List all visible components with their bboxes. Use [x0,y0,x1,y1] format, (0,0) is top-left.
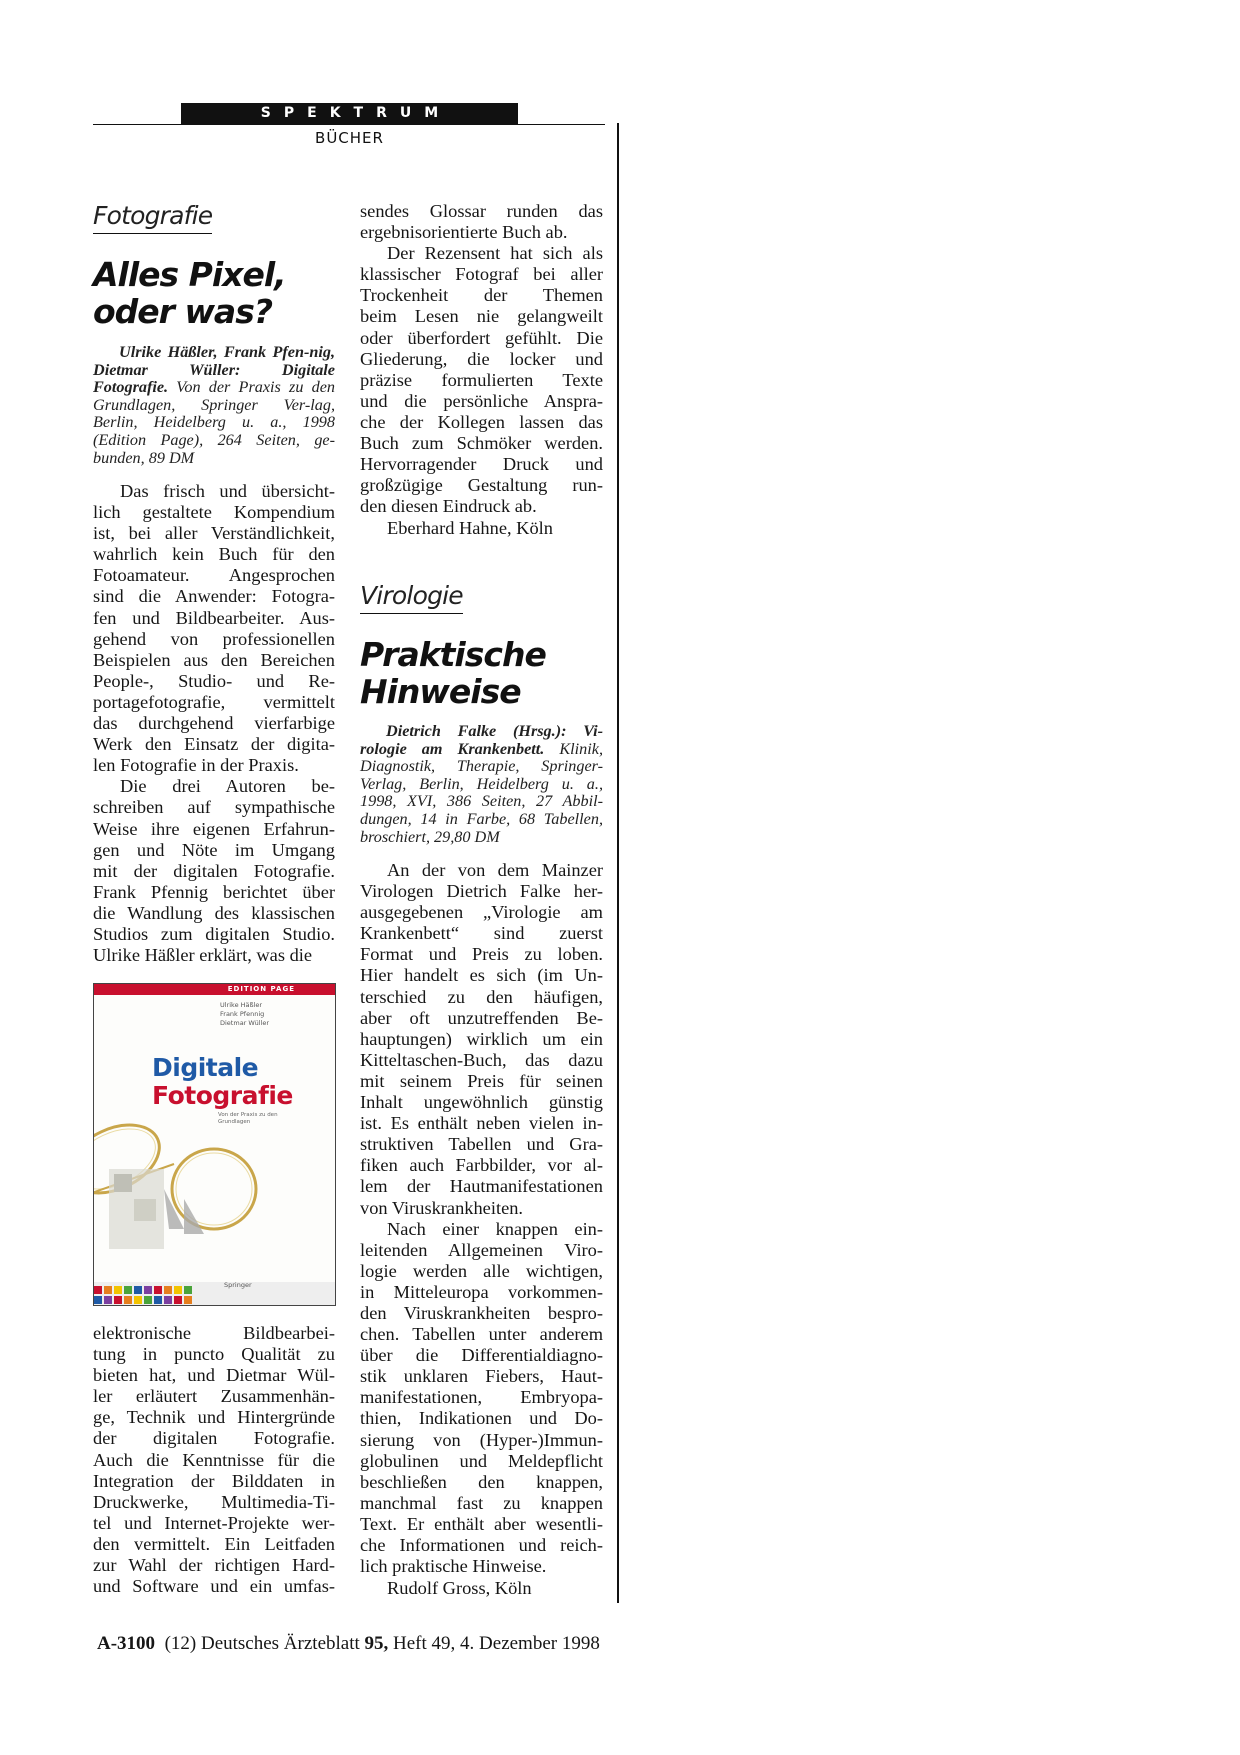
text-line: elektronische Bildbearbei- [93,1323,335,1343]
text-line: Auch die Kenntnisse für die [93,1449,335,1470]
text-line: den diesen Eindruck ab. [360,496,537,517]
text-line: und Software und ein umfas- [93,1576,335,1597]
text-line: mit seinem Preis für seinen [360,1070,603,1091]
text-line: stik unklaren Fiebers, Haut- [360,1366,603,1387]
text-line: People-, Studio- und Re- [93,670,335,691]
subsection-label: BÜCHER [315,129,384,147]
text-line: Druckwerke, Multimedia-Ti- [93,1491,335,1512]
text-line: Das frisch und übersicht- [120,481,335,501]
bibliography-title: Dietrich Falke (Hrsg.): Vi-rologie am Krankenbett. [360,722,603,758]
book-bibliography [93,344,335,467]
text-line: zur Wahl der richtigen Hard- [93,1555,335,1576]
text-line: leitenden Allgemeinen Viro- [360,1239,603,1260]
text-line: aber oft unzutreffenden Be- [360,1007,603,1028]
text-line: terschied zu den häufigen, [360,986,603,1007]
text-line: manifestationen, Embryopa- [360,1387,603,1408]
text-line: Nach einer knappen ein- [387,1218,603,1239]
cover-title-line: Fotografie [152,1081,293,1110]
text-line: mit der digitalen Fotografie. [93,860,335,881]
text-line: klassischer Fotograf bei aller [360,264,603,285]
text-line: fiken auch Farbbilder, vor al- [360,1155,603,1176]
text-line: An der von dem Mainzer [387,860,603,880]
text-line: ist. Es enthält neben vielen in- [360,1113,603,1134]
journal-name: (12) Deutsches Ärzteblatt [164,1633,360,1654]
article-body [360,860,603,1577]
text-line: ausgegebenen „Virologie am [360,902,603,923]
text-line: chen. Tabellen unter anderem [360,1324,603,1345]
text-line: Fotoamateur. Angesprochen [93,565,335,586]
text-line: struktiven Tabellen und Gra- [360,1134,603,1155]
text-line: über die Differentialdiagno- [360,1345,603,1366]
volume-number: 95, [364,1633,389,1654]
text-line: Beispielen aus den Bereichen [93,649,335,670]
text-line: und die persönliche Anspra- [360,390,603,411]
text-line: präzise formulierten Texte [360,369,603,390]
text-line: Werk den Einsatz der digita- [93,734,335,755]
section-label-virologie: Virologie [360,581,463,614]
article-author [360,518,603,539]
text-line: Die drei Autoren be- [120,776,335,797]
text-line: lich praktische Hinweise. [360,1556,547,1577]
text-line: Ulrike Häßler erklärt, was die [93,945,313,966]
headline-line: Hinweise [360,672,521,711]
text-line: Format und Preis zu loben. [360,944,603,965]
text-line: beim Lesen nie gelangweilt [360,306,603,327]
book-bibliography [360,723,603,846]
header-rule [93,124,605,125]
text-line: das durchgehend vierfarbige [93,713,335,734]
cover-author: Frank Pfennig [220,1010,265,1018]
section-banner: SPEKTRUM [181,103,518,124]
headline-line: oder was? [93,292,272,331]
text-line: ergebnisorientierte Buch ab. [360,222,568,243]
text-line: Trockenheit der Themen [360,285,603,306]
headline-line: Alles Pixel, [93,255,286,294]
text-line: den Viruskrankheiten bespro- [360,1302,603,1323]
text-line: len Fotografie in der Praxis. [93,755,299,776]
cover-title [152,1054,293,1110]
article-body-part-3 [360,201,603,517]
text-line: portagefotografie, vermittelt [93,691,335,712]
book-cover-image [93,983,336,1306]
author-name: Eberhard Hahne, Köln [387,518,553,538]
cover-glasses-illustration [94,1104,335,1305]
cover-subtitle: Von der Praxis zu den Grundlagen [218,1112,278,1125]
text-line: ler erläutert Zusammenhän- [93,1386,335,1407]
issue-date: Heft 49, 4. Dezember 1998 [393,1633,600,1654]
cover-authors [220,1001,269,1028]
text-line: ge, Technik und Hintergründe [93,1407,335,1428]
text-line: manchmal fast zu knappen [360,1492,603,1513]
text-line: logie werden alle wichtigen, [360,1260,603,1281]
bibliography-details: Klinik, Diagnostik, Therapie, Springer-Verlag, Berlin, Heidelberg u. a., 1998, XVI, 386 Seiten, 27 Abbil-dungen, 14 in Farbe, 68 Tabellen, broschiert, 29,80 DM [360,739,603,846]
text-line: globulinen und Meldepflicht [360,1450,603,1471]
text-line: che der Kollegen lassen das [360,411,603,432]
text-line: Kitteltaschen-Buch, das dazu [360,1049,603,1070]
text-line: Krankenbett“ sind zuerst [360,923,603,944]
bibliography-title: Ulrike Häßler, Frank Pfen-nig, Dietmar Wüller: Digitale Fotografie. [93,343,335,397]
column-divider [617,123,619,1603]
text-line: in Mitteleuropa vorkommen- [360,1281,603,1302]
text-line: der digitalen Fotografie. [93,1428,335,1449]
text-line: bieten hat, und Dietmar Wül- [93,1365,335,1386]
text-line: großzügige Gestaltung run- [360,475,603,496]
text-line: Virologen Dietrich Falke her- [360,881,603,902]
text-line: Studios zum digitalen Studio. [93,923,335,944]
cover-title-line: Digitale [152,1053,259,1082]
article-body-part-2 [93,1323,335,1597]
text-line: wahrlich kein Buch für den [93,544,335,565]
section-label-fotografie: Fotografie [93,201,212,234]
text-line: oder überfordert gefühlt. Die [360,327,603,348]
cover-author: Dietmar Wüller [220,1019,270,1027]
text-line: thien, Indikationen und Do- [360,1408,603,1429]
text-line: hauptungen) wirklich um ein [360,1028,603,1049]
text-line: sind die Anwender: Fotogra- [93,586,335,607]
text-line: beschließen den knappen, [360,1471,603,1492]
text-line: von Viruskrankheiten. [360,1197,524,1218]
text-line: Weise ihre eigenen Erfahrun- [93,818,335,839]
cover-author: Ulrike Häßler [220,1001,263,1009]
text-line: Text. Er enthält aber wesentli- [360,1513,603,1534]
text-line: ist, bei aller Verständlichkeit, [93,523,335,544]
text-line: Der Rezensent hat sich als [387,243,603,264]
text-line: lich gestaltete Kompendium [93,502,335,523]
text-line: schreiben auf sympathische [93,797,335,818]
text-line: tel und Internet-Projekte wer- [93,1512,335,1533]
text-line: den vermittelt. Ein Leitfaden [93,1533,335,1554]
bibliography-details: Von der Praxis zu den Grundlagen, Springer Ver-lag, Berlin, Heidelberg u. a., 1998 (Edition Page), 264 Seiten, ge-bunden, 89 DM [93,378,335,467]
page-footer [97,1633,600,1655]
text-line: Frank Pfennig berichtet über [93,881,335,902]
article-headline [93,256,286,330]
cover-publisher: Springer [224,1281,252,1289]
article-body-part-1 [93,481,335,966]
text-line: die Wandlung des klassischen [93,902,335,923]
text-line: Hier handelt es sich (im Un- [360,965,603,986]
text-line: che Informationen und reich- [360,1535,603,1555]
text-line: lem der Hautmanifestationen [360,1176,603,1197]
cover-band [94,984,335,995]
text-line: sierung von (Hyper-)Immun- [360,1429,603,1450]
headline-line: Praktische [360,635,546,674]
author-name: Rudolf Gross, Köln [387,1578,532,1598]
article-author [360,1578,603,1599]
cover-edition-label: EDITION PAGE [227,985,295,993]
text-line: Buch zum Schmöker werden. [360,433,603,454]
article-headline [360,636,546,710]
page-number: A-3100 [97,1633,156,1654]
text-line: tung in puncto Qualität zu [93,1344,335,1365]
text-line: Gliederung, die locker und [360,348,603,369]
text-line: gehend von professionellen [93,628,335,649]
text-line: sendes Glossar runden das [360,201,603,221]
text-line: Inhalt ungewöhnlich günstig [360,1092,603,1113]
text-line: fen und Bildbearbeiter. Aus- [93,607,335,628]
text-line: Hervorragender Druck und [360,454,603,475]
text-line: gen und Nöte im Umgang [93,839,335,860]
text-line: Integration der Bilddaten in [93,1470,335,1491]
